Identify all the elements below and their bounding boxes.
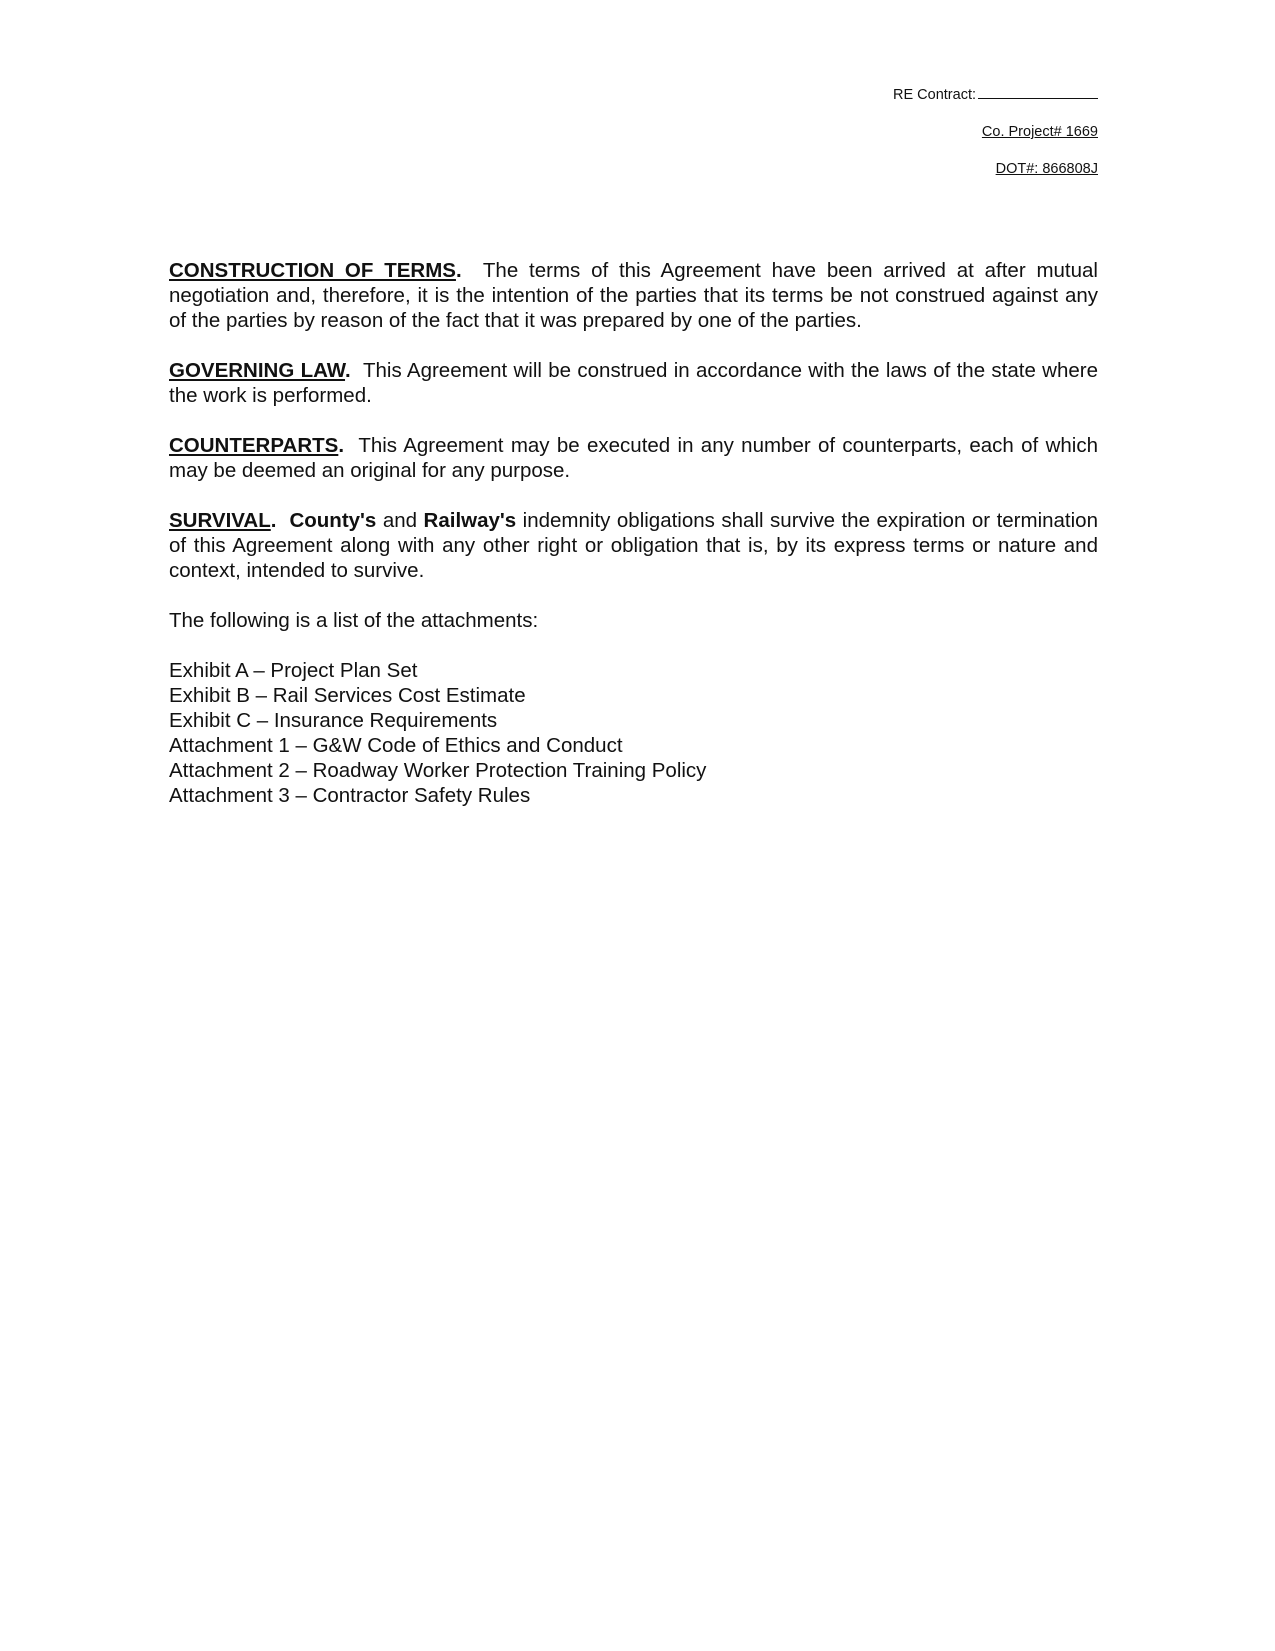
document-header [893, 86, 1098, 197]
survival-railway: Railway's [423, 509, 517, 532]
co-project-line [893, 123, 1098, 141]
attachments-list [169, 658, 1098, 808]
governing-law-paragraph: GOVERNING LAW. This Agreement will be construed in accordance with the laws of the state where the work is performed. [169, 359, 1098, 407]
list-item: Exhibit B – Rail Services Cost Estimate [169, 684, 526, 707]
counterparts-heading: COUNTERPARTS [169, 434, 339, 457]
survival-county: County's [289, 509, 377, 532]
re-contract-line [893, 86, 1098, 104]
survival-paragraph: SURVIVAL. County's and Railway's indemnity obligations shall survive the expiration or termination of this Agreement along with any other right or obligation that is, by its express terms or nature and context, intended to survive. [169, 509, 1098, 582]
list-item: Attachment 1 – G&W Code of Ethics and Conduct [169, 734, 623, 757]
survival-heading: SURVIVAL [169, 509, 271, 532]
counterparts-text: This Agreement may be executed in any number of counterparts, each of which may be deemed an original for any purpose. [169, 434, 1098, 482]
document-body [169, 258, 1098, 808]
governing-law-text: This Agreement will be construed in accordance with the laws of the state where the work is performed. [169, 359, 1098, 407]
construction-of-terms-text: The terms of this Agreement have been arrived at after mutual negotiation and, therefore, it is the intention of the parties that its terms be not construed against any of the parties by reason of the fact that it was prepared by one of the parties. [169, 259, 1098, 332]
attachments-intro: The following is a list of the attachments: [169, 609, 539, 632]
construction-of-terms-heading: CONSTRUCTION OF TERMS [169, 259, 456, 282]
list-item: Attachment 3 – Contractor Safety Rules [169, 784, 531, 807]
construction-of-terms-paragraph: CONSTRUCTION OF TERMS. The terms of this Agreement have been arrived at after mutual negotiation and, therefore, it is the intention of the parties that its terms be not construed against any of the parties by reason of the fact that it was prepared by one of the parties. [169, 259, 1098, 332]
governing-law-heading: GOVERNING LAW [169, 359, 346, 382]
co-project-number: Co. Project# 1669 [981, 124, 1098, 140]
dot-number: DOT#: 866808J [995, 161, 1098, 177]
counterparts-paragraph: COUNTERPARTS. This Agreement may be executed in any number of counterparts, each of which may be deemed an original for any purpose. [169, 434, 1098, 482]
list-item: Attachment 2 – Roadway Worker Protection Training Policy [169, 759, 707, 782]
re-contract-label: RE Contract: [893, 87, 976, 103]
survival-and: and [382, 509, 418, 532]
re-contract-blank [978, 86, 1098, 99]
list-item: Exhibit A – Project Plan Set [169, 659, 418, 682]
survival-text: indemnity obligations shall survive the expiration or termination of this Agreement along with any other right or obligation that is, by its express terms or nature and context, intended to survive. [169, 509, 1098, 582]
list-item: Exhibit C – Insurance Requirements [169, 709, 498, 732]
dot-line [893, 160, 1098, 178]
